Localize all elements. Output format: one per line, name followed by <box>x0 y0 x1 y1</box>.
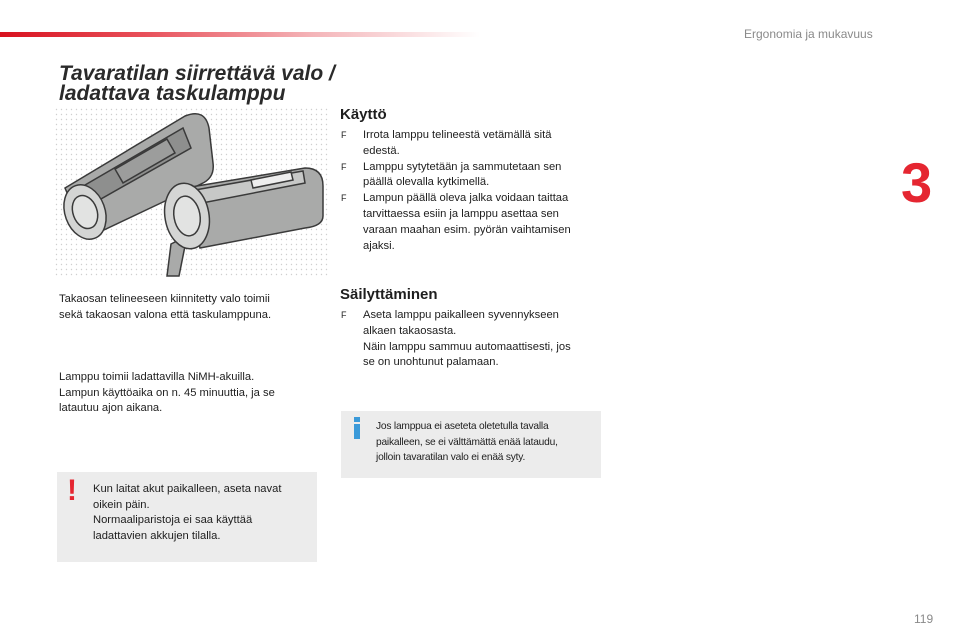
usage-heading: Käyttö <box>340 106 387 123</box>
info-line: paikalleen, se ei välttämättä enää lataudu, <box>376 436 558 448</box>
battery-paragraph <box>59 370 275 417</box>
warning-box <box>57 472 317 562</box>
storage-line: se on unohtunut palamaan. <box>363 356 499 369</box>
usage-line: varaan maahan esim. pyörän vaihtamisen <box>363 223 571 236</box>
bullet-marker-icon: F <box>341 130 347 140</box>
usage-item <box>340 191 610 254</box>
usage-line: Irrota lamppu telineestä vetämällä sitä <box>363 129 552 141</box>
storage-line: alkaen takaosasta. <box>363 324 457 337</box>
info-box <box>341 411 601 478</box>
warning-line: oikein päin. <box>93 498 150 511</box>
bullet-marker-icon: F <box>341 161 347 172</box>
intro-line: sekä takaosan valona että taskulamppuna. <box>59 308 272 321</box>
info-icon <box>352 417 362 439</box>
usage-line: päällä olevalla kytkimellä. <box>363 176 490 189</box>
usage-line: edestä. <box>363 144 400 157</box>
header-color-bar <box>0 32 480 37</box>
chapter-number: 3 <box>901 151 933 214</box>
warning-line: ladattavien akkujen tilalla. <box>93 529 221 542</box>
usage-line: Lampun päällä oleva jalka voidaan taittaa <box>363 192 569 205</box>
intro-paragraph <box>59 292 271 323</box>
warning-line: Kun laitat akut paikalleen, aseta navat <box>93 483 282 495</box>
battery-line: latautuu ajon aikana. <box>59 402 163 414</box>
usage-list <box>340 128 610 254</box>
bullet-marker-icon: F <box>341 310 347 320</box>
storage-list <box>340 308 610 371</box>
exclamation-icon: ! <box>67 474 77 507</box>
battery-line: Lamppu toimii ladattavilla NiMH-akuilla. <box>59 371 255 383</box>
usage-item <box>340 128 610 160</box>
bullet-marker-icon: F <box>341 193 347 204</box>
page-title-line-2: ladattava taskulamppu <box>59 82 286 105</box>
info-line: Jos lamppua ei aseteta oletetulla tavalla <box>376 421 549 432</box>
page-number: 119 <box>914 612 934 626</box>
warning-line: Normaaliparistoja ei saa käyttää <box>93 514 253 526</box>
battery-line: Lampun käyttöaika on n. 45 minuuttia, ja se <box>59 386 275 399</box>
storage-line: Aseta lamppu paikalleen syvennykseen <box>363 309 559 321</box>
usage-line: tarvittaessa esiin ja lamppu asettaa sen <box>363 207 559 220</box>
warning-text <box>93 482 313 544</box>
usage-line: ajaksi. <box>363 239 395 252</box>
info-text <box>376 419 598 466</box>
usage-line: Lamppu sytytetään ja sammutetaan sen <box>363 160 562 173</box>
flashlight-illustration <box>55 108 330 278</box>
page-title-line-1: Tavaratilan siirrettävä valo / <box>59 62 335 85</box>
intro-line: Takaosan telineeseen kiinnitetty valo toimii <box>59 293 270 305</box>
usage-item <box>340 160 610 192</box>
storage-item <box>340 308 610 371</box>
section-title: Ergonomia ja mukavuus <box>744 27 873 41</box>
info-line: jolloin tavaratilan valo ei enää syty. <box>376 452 526 463</box>
storage-heading: Säilyttäminen <box>340 286 438 303</box>
storage-line: Näin lamppu sammuu automaattisesti, jos <box>363 340 571 353</box>
page-title <box>59 64 349 104</box>
